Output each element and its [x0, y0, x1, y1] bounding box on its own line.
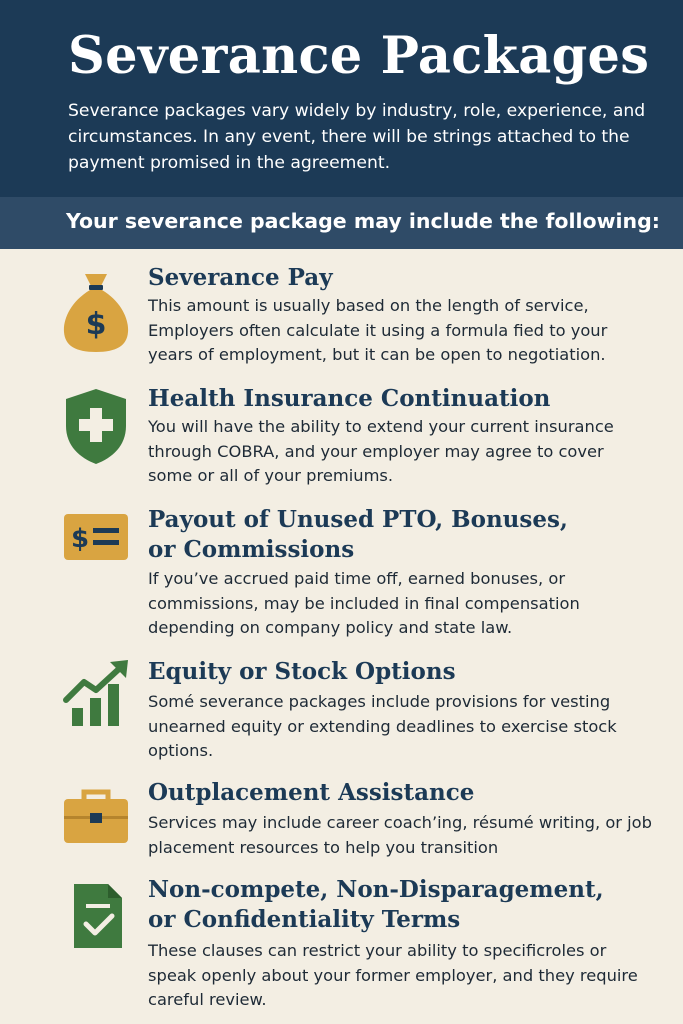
item-description: Somé severance packages include provisions for vesting unearned equity or extending deadlines to exercise stock options.	[148, 692, 617, 760]
item-title: Outplacement Assistance	[148, 779, 475, 806]
briefcase-icon	[60, 786, 132, 876]
payment-card-icon	[60, 508, 132, 598]
item-title-line2: or Commissions	[148, 536, 355, 563]
item-title-line1: Non-compete, Non-Disparagement,	[148, 876, 604, 903]
svg-text:$: $	[70, 524, 90, 554]
item-description: You will have the ability to extend your current insurance through COBRA, and your employer may agree to cover some or all of your premiums.	[148, 417, 614, 485]
item-title-line2: or Confidentiality Terms	[148, 906, 461, 933]
item-description: If you’ve accrued paid time off, earned bonuses, or commissions, may be included in final compensation depending on company policy and state law.	[148, 569, 580, 637]
checklist-document-icon	[60, 882, 132, 972]
item-title: Equity or Stock Options	[148, 658, 456, 685]
page-title: Severance Packages	[68, 26, 650, 86]
item-title: Health Insurance Continuation	[148, 385, 551, 412]
health-shield-icon	[60, 386, 132, 476]
item-title: Severance Pay	[148, 264, 333, 291]
item-title-line1: Payout of Unused PTO, Bonuses,	[148, 506, 568, 533]
item-description: Services may include career coach’ing, résumé writing, or job placement resources to help you transition	[148, 813, 652, 857]
item-description: This amount is usually based on the length of service, Employers often calculate it using a formula fied to your years of employment, but it can be open to negotiation.	[148, 296, 608, 364]
growth-chart-icon	[60, 656, 132, 746]
svg-text:$: $	[85, 307, 107, 342]
money-bag-icon	[60, 268, 132, 358]
item-description: These clauses can restrict your ability to specificroles or speak openly about your former employer, and they require careful review.	[148, 941, 638, 1009]
intro-text: Severance packages vary widely by industry, role, experience, and circumstances. In any event, there will be strings attached to the payment promised in the agreement.	[68, 101, 646, 173]
subheading-text: Your severance package may include the following:	[66, 209, 661, 233]
